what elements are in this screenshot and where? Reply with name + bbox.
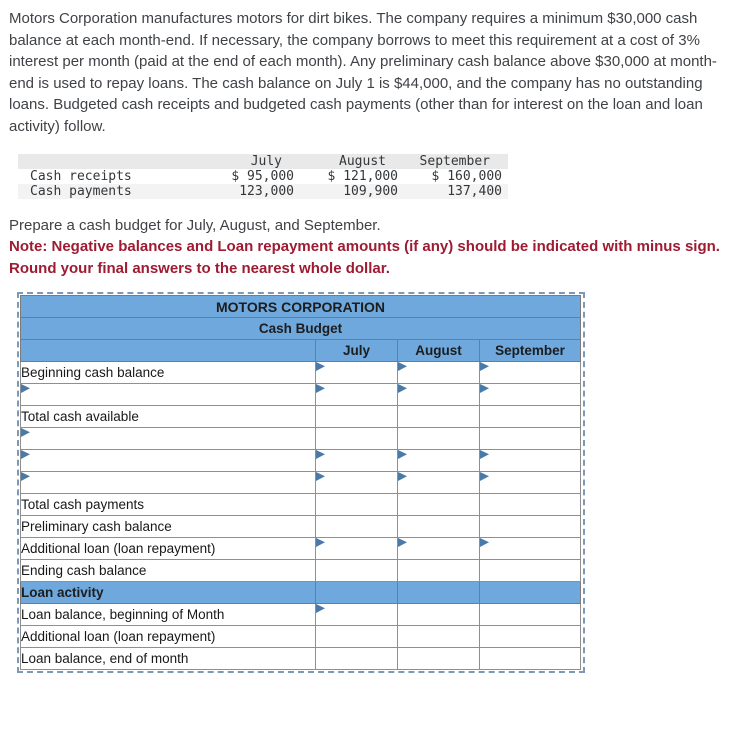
input-flag-icon <box>480 384 489 398</box>
table-row <box>21 538 581 560</box>
input-line1-august[interactable] <box>398 384 480 406</box>
loan-activity-august <box>398 582 480 604</box>
input-beginning-cash-july[interactable] <box>316 362 398 384</box>
table-row <box>18 184 508 199</box>
line2-september <box>480 428 581 450</box>
input-additional-loan-july[interactable] <box>316 538 398 560</box>
input-flag-icon <box>398 472 407 486</box>
input-flag-icon <box>316 472 325 486</box>
note-instruction <box>9 236 732 279</box>
section-label-loan-activity: Loan activity <box>21 582 316 604</box>
additional-loan2-september <box>480 626 581 648</box>
table-row <box>21 626 581 648</box>
table-row <box>21 384 581 406</box>
input-loan-balance-beginning-july[interactable] <box>316 604 398 626</box>
line2-july <box>316 428 398 450</box>
row-label-additional-loan: Additional loan (loan repayment) <box>21 538 316 560</box>
worksheet-column-header-row <box>21 340 581 362</box>
table-row <box>21 362 581 384</box>
row-label-loan-balance-end: Loan balance, end of month <box>21 648 316 670</box>
loan-balance-end-september <box>480 648 581 670</box>
input-flag-icon <box>398 538 407 552</box>
worksheet-subtitle: Cash Budget <box>21 318 581 340</box>
table-row <box>21 428 581 450</box>
worksheet-selection-outline <box>17 292 585 673</box>
data-table-col-august: August <box>339 154 386 169</box>
loan-activity-september <box>480 582 581 604</box>
loan-balance-beginning-august <box>398 604 480 626</box>
ending-cash-july <box>316 560 398 582</box>
table-row <box>21 494 581 516</box>
prepare-instruction: Prepare a cash budget for July, August, and September. <box>9 217 381 234</box>
note-line1: Note: Negative balances and Loan repayment amounts (if any) should be indicated with minus sign. <box>9 238 720 255</box>
data-table-corner <box>18 154 198 169</box>
input-additional-loan-september[interactable] <box>480 538 581 560</box>
input-flag-icon <box>21 450 30 464</box>
input-flag-icon <box>21 428 30 442</box>
total-cash-payments-july <box>316 494 398 516</box>
input-flag-icon <box>480 472 489 486</box>
row-label-loan-balance-beginning: Loan balance, beginning of Month <box>21 604 316 626</box>
problem-statement: Motors Corporation manufactures motors for dirt bikes. The company requires a minimum $30,000 cash balance at each month-end. If necessary, the company borrows to meet this requirement at a cost of 3% interest per month (paid at the end of each month). Any preliminary cash balance above $30,000 at month-end is used to repay loans. The cash balance on July 1 is $44,000, and the company has no outstanding loans. Budgeted cash receipts and budgeted cash payments (other than for interest on the loan and loan activity) follow. <box>9 10 717 135</box>
budget-data-table <box>18 154 502 199</box>
input-line4-september[interactable] <box>480 472 581 494</box>
total-cash-available-september <box>480 406 581 428</box>
input-flag-icon <box>316 384 325 398</box>
cash-receipts-july: $ 95,000 <box>231 169 294 184</box>
line2-august <box>398 428 480 450</box>
cash-payments-july: 123,000 <box>239 184 294 199</box>
column-header-july: July <box>316 340 398 362</box>
input-flag-icon <box>21 472 30 486</box>
preliminary-cash-july <box>316 516 398 538</box>
loan-activity-july <box>316 582 398 604</box>
cash-payments-september: 137,400 <box>447 184 502 199</box>
input-beginning-cash-september[interactable] <box>480 362 581 384</box>
ending-cash-september <box>480 560 581 582</box>
input-additional-loan-august[interactable] <box>398 538 480 560</box>
input-line-label-3[interactable] <box>21 450 316 472</box>
data-table-header-row <box>18 154 508 169</box>
table-row <box>21 472 581 494</box>
cash-receipts-september: $ 160,000 <box>431 169 502 184</box>
input-line4-august[interactable] <box>398 472 480 494</box>
input-flag-icon <box>398 450 407 464</box>
input-flag-icon <box>316 450 325 464</box>
table-row <box>21 648 581 670</box>
input-flag-icon <box>21 384 30 398</box>
cash-receipts-august: $ 121,000 <box>327 169 398 184</box>
row-label-ending-cash-balance: Ending cash balance <box>21 560 316 582</box>
loan-activity-section-row <box>21 582 581 604</box>
cash-receipts-label: Cash receipts <box>30 169 132 184</box>
input-flag-icon <box>316 538 325 552</box>
table-row <box>21 560 581 582</box>
total-cash-available-august <box>398 406 480 428</box>
row-label-additional-loan-2: Additional loan (loan repayment) <box>21 626 316 648</box>
table-row <box>18 169 508 184</box>
input-flag-icon <box>480 362 489 376</box>
additional-loan2-july <box>316 626 398 648</box>
cash-budget-worksheet <box>20 295 581 670</box>
input-flag-icon <box>480 538 489 552</box>
row-label-total-cash-available: Total cash available <box>21 406 316 428</box>
column-header-september: September <box>480 340 581 362</box>
total-cash-payments-august <box>398 494 480 516</box>
total-cash-available-july <box>316 406 398 428</box>
worksheet-title: MOTORS CORPORATION <box>21 296 581 318</box>
input-line4-july[interactable] <box>316 472 398 494</box>
worksheet-subtitle-row <box>21 318 581 340</box>
column-header-august: August <box>398 340 480 362</box>
ending-cash-august <box>398 560 480 582</box>
input-beginning-cash-august[interactable] <box>398 362 480 384</box>
input-flag-icon <box>316 362 325 376</box>
loan-balance-beginning-september <box>480 604 581 626</box>
additional-loan2-august <box>398 626 480 648</box>
table-row <box>21 450 581 472</box>
row-label-total-cash-payments: Total cash payments <box>21 494 316 516</box>
input-line-label-2[interactable] <box>21 428 316 450</box>
total-cash-payments-september <box>480 494 581 516</box>
note-line2: Round your final answers to the nearest whole dollar. <box>9 259 390 277</box>
input-line1-july[interactable] <box>316 384 398 406</box>
input-flag-icon <box>398 362 407 376</box>
input-flag-icon <box>398 384 407 398</box>
row-label-preliminary-cash-balance: Preliminary cash balance <box>21 516 316 538</box>
table-row <box>21 604 581 626</box>
input-flag-icon <box>480 450 489 464</box>
input-line3-august[interactable] <box>398 450 480 472</box>
data-table-col-september: September <box>419 154 490 169</box>
column-header-blank <box>21 340 316 362</box>
preliminary-cash-august <box>398 516 480 538</box>
table-row <box>21 406 581 428</box>
input-line-label-4[interactable] <box>21 472 316 494</box>
input-line-label-1[interactable] <box>21 384 316 406</box>
loan-balance-end-july <box>316 648 398 670</box>
input-line3-july[interactable] <box>316 450 398 472</box>
cash-payments-august: 109,900 <box>343 184 398 199</box>
table-row <box>21 516 581 538</box>
row-label-beginning-cash-balance: Beginning cash balance <box>21 362 316 384</box>
data-table-col-july: July <box>250 154 282 169</box>
input-flag-icon <box>316 604 325 618</box>
input-line3-september[interactable] <box>480 450 581 472</box>
cash-payments-label: Cash payments <box>30 184 132 199</box>
worksheet-title-row <box>21 296 581 318</box>
preliminary-cash-september <box>480 516 581 538</box>
input-line1-september[interactable] <box>480 384 581 406</box>
loan-balance-end-august <box>398 648 480 670</box>
